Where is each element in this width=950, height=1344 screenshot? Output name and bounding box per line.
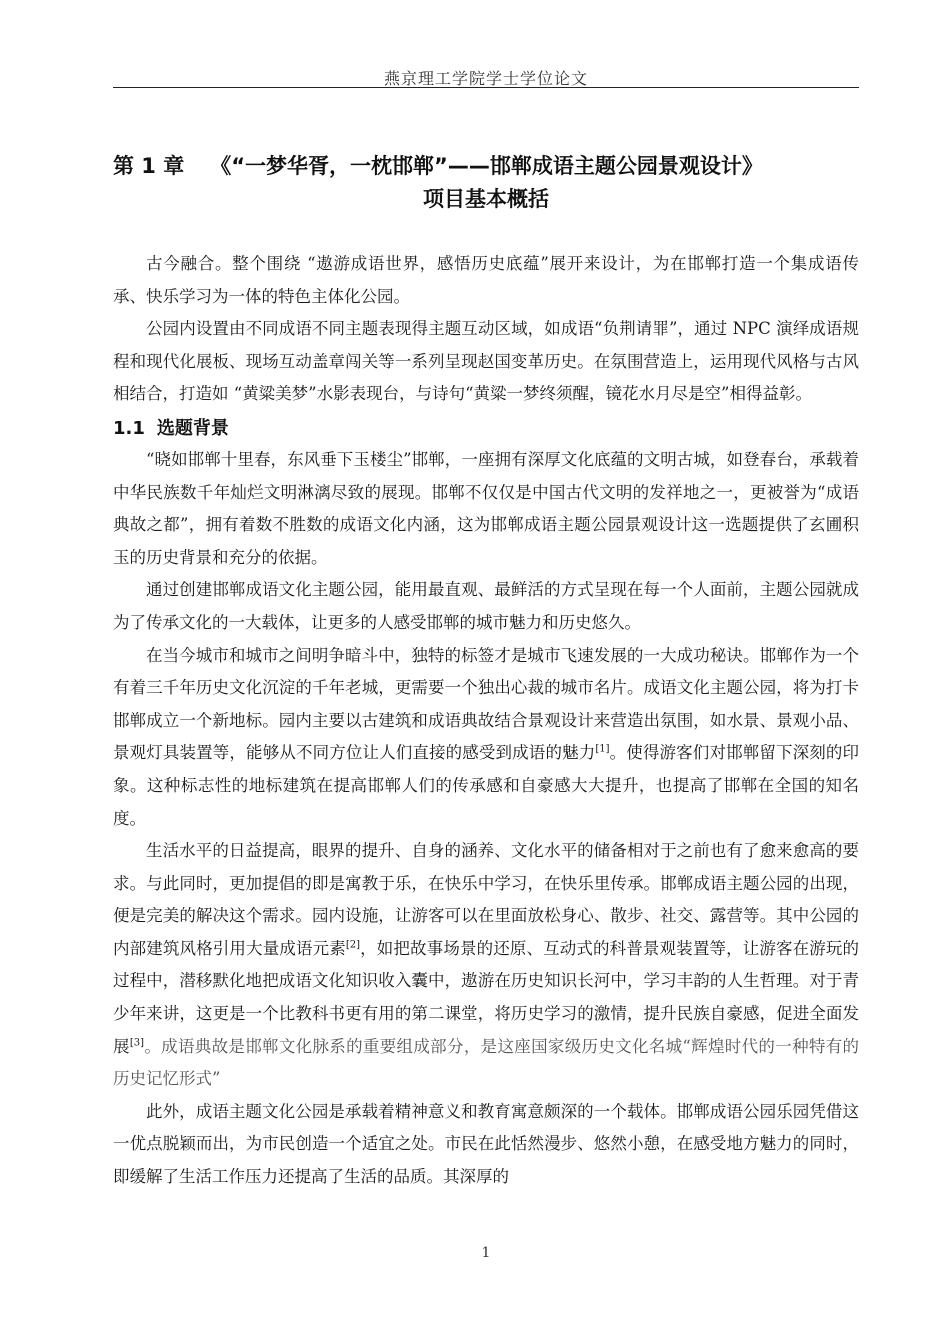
chapter-title [113, 150, 859, 216]
section-number: 1.1 [113, 417, 145, 439]
section-heading [113, 414, 859, 444]
chapter-title-text: 《“一梦华胥，一枕邯郸”——邯郸成语主题公园景观设计》 [210, 154, 763, 178]
paragraph-background-1: “晓如邯郸十里春，东风垂下玉楼尘”邯郸，一座拥有深厚文化底蕴的文明古城，如登春台，承载着中华民族数千年灿烂文明淋漓尽致的展现。邯郸不仅仅是中国古代文明的发祥地之一，更被誉为“成语典故之都”，拥有着数不胜数的成语文化内涵，这为邯郸成语主题公园景观设计这一选题提供了玄圃积玉的历史背景和充分的依据。 [113, 449, 859, 567]
chapter-number: 第 1 章 [113, 154, 185, 178]
chapter-title-line2: 项目基本概括 [423, 187, 549, 211]
paragraph-background-3 [113, 640, 859, 836]
paragraph-background-4-text-b: ，如把故事场景的还原、互动式的科普景观装置等，让游客在游玩的过程中，潜移默化地把成语文化知识收入囊中，遨游在历史知识长河中，学习丰韵的人生哲理。对于青少年来讲，这更是一个比教科书更有用的第二课堂，将历史学习的激情，提升民族自豪感，促进全面发展 [113, 938, 860, 1056]
paragraph-intro-1: 古今融合。整个围绕 “遨游成语世界，感悟历史底蕴”展开来设计，为在邯郸打造一个集成语传承、快乐学习为一体的特色主体化公园。 [113, 254, 859, 306]
header-rule [113, 87, 859, 88]
citation-ref-2[interactable]: [2] [345, 939, 361, 951]
section-title: 选题背景 [156, 417, 229, 439]
paragraph-background-5: 此外，成语主题文化公园是承载着精神意义和教育寓意颇深的一个载体。邯郸成语公园乐园凭借这一优点脱颖而出，为市民创造一个适宜之处。市民在此恬然漫步、悠然小憩，在感受地方魅力的同时，即缓解了生活工作压力还提高了生活的品质。其深厚的 [113, 1101, 859, 1187]
paragraph-intro-2: 公园内设置由不同成语不同主题表现得主题互动区域，如成语“负荆请罪”，通过 NPC 演绎成语规程和现代化展板、现场互动盖章闯关等一系列呈现赵国变革历史。在氛围营造上，运用现代风格与古风相结合，打造如 “黄粱美梦”水影表现台，与诗句“黄粱一梦终须醒，镜花水月尽是空”相得益彰。 [113, 319, 859, 404]
paragraph-background-4-text-c: 。成语典故是邯郸文化脉系的重要组成部分，是这座国家级历史文化名城“辉煌时代的一种特有的历史记忆形式” [113, 1036, 860, 1089]
chapter-title-line1 [113, 150, 859, 183]
paragraph-background-3-text-a: 在当今城市和城市之间明争暗斗中，独特的标签才是城市飞速发展的一大成功秘诀。邯郸作为一个有着三千年历史文化沉淀的千年老城，更需要一个独出心裁的城市名片。成语文化主题公园，将为打卡邯郸成立一个新地标。园内主要以古建筑和成语典故结合景观设计来营造出氛围，如水景、景观小品、景观灯具装置等，能够从不同方位让人们直接的感受到成语的魅力 [113, 645, 859, 763]
paragraph-background-4-text-a: 生活水平的日益提高，眼界的提升、自身的涵养、文化水平的储备相对于之前也有了愈来愈高的要求。与此同时，更加提倡的即是寓教于乐，在快乐中学习，在快乐里传承。邯郸成语主题公园的出现，便是完美的解决这个需求。园内设施，让游客可以在里面放松身心、散步、社交、露营等。其中公园的内部建筑风格引用大量成语元素 [113, 841, 859, 958]
paragraph-background-3-text-b: 。使得游客们对邯郸留下深刻的印象。这种标志性的地标建筑在提高邯郸人们的传承感和自豪感大大提升，也提高了邯郸在全国的知名度。 [113, 743, 860, 828]
body-text [113, 248, 859, 1194]
citation-ref-3[interactable]: [3] [129, 1037, 144, 1049]
paragraph-background-4 [113, 835, 859, 1096]
citation-ref-1[interactable]: [1] [595, 743, 610, 755]
paragraph-background-2: 通过创建邯郸成语文化主题公园，能用最直观、最鲜活的方式呈现在每一个人面前，主题公园就成为了传承文化的一大载体，让更多的人感受邯郸的城市魅力和历史悠久。 [113, 580, 859, 632]
running-header: 燕京理工学院学士学位论文 [383, 69, 588, 88]
page-number: 1 [481, 1245, 491, 1261]
